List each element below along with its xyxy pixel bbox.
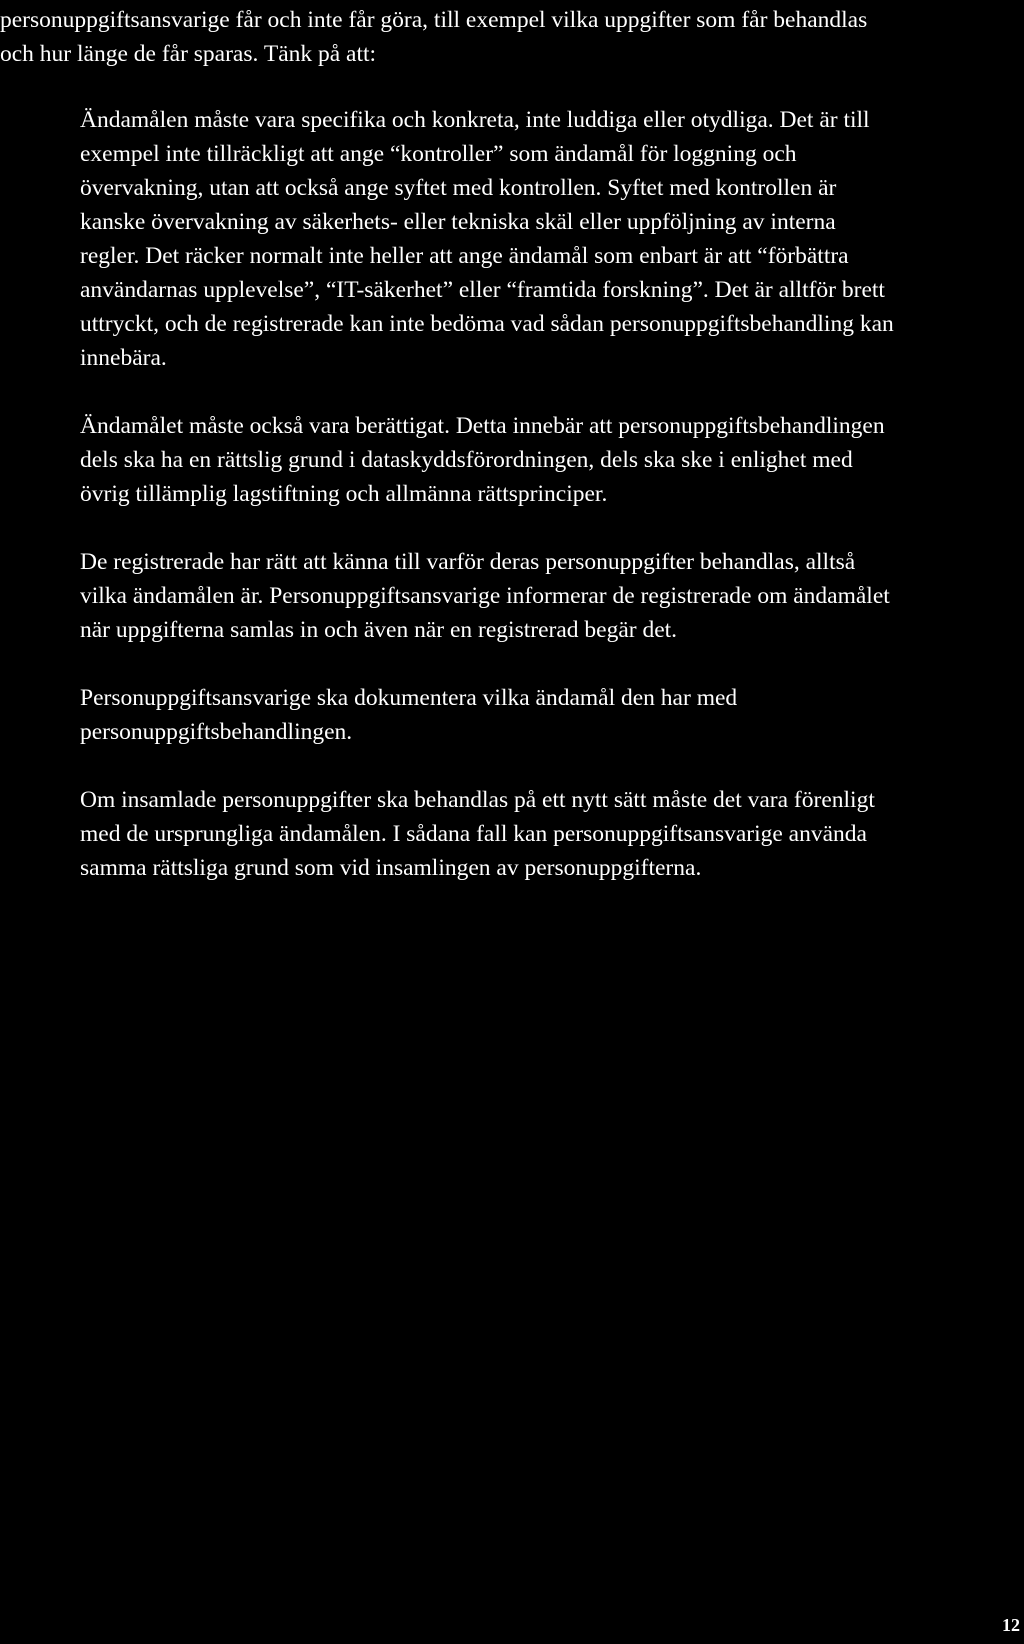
text-line: exempel inte tillräckligt att ange “kontroller” som ändamål för loggning och bbox=[80, 141, 797, 167]
list-items bbox=[80, 103, 1020, 919]
text-line: vilka ändamålen är. Personuppgiftsansvarige informerar de registrerade om ändamålet bbox=[80, 583, 890, 609]
page-number: 12 bbox=[1002, 1615, 1020, 1635]
list-item bbox=[80, 783, 1020, 885]
list-item bbox=[80, 409, 1020, 511]
text-line: innebära. bbox=[80, 345, 167, 371]
list-item bbox=[80, 103, 1020, 375]
intro-line: personuppgiftsansvarige får och inte får göra, till exempel vilka uppgifter som får behandlas bbox=[0, 7, 868, 33]
text-line: Personuppgiftsansvarige ska dokumentera vilka ändamål den har med bbox=[80, 685, 738, 711]
text-line: Ändamålen måste vara specifika och konkreta, inte luddiga eller otydliga. Det är till bbox=[80, 107, 870, 133]
text-line: Om insamlade personuppgifter ska behandlas på ett nytt sätt måste det vara förenligt bbox=[80, 787, 875, 813]
text-line: regler. Det räcker normalt inte heller att ange ändamål som enbart är att “förbättra bbox=[80, 243, 849, 269]
list-item bbox=[80, 681, 1020, 749]
text-line: De registrerade har rätt att känna till varför deras personuppgifter behandlas, alltså bbox=[80, 549, 856, 575]
text-line: kanske övervakning av säkerhets- eller tekniska skäl eller uppföljning av interna bbox=[80, 209, 836, 235]
text-line: samma rättsliga grund som vid insamlingen av personuppgifterna. bbox=[80, 855, 702, 881]
text-line: övervakning, utan att också ange syftet med kontrollen. Syftet med kontrollen är bbox=[80, 175, 837, 201]
list-item bbox=[80, 545, 1020, 647]
text-line: när uppgifterna samlas in och även när en registrerad begär det. bbox=[80, 617, 678, 643]
text-line: Ändamålet måste också vara berättigat. Detta innebär att personuppgiftsbehandlingen bbox=[80, 413, 885, 439]
intro-line: och hur länge de får sparas. Tänk på att: bbox=[0, 41, 377, 67]
text-line: med de ursprungliga ändamålen. I sådana fall kan personuppgiftsansvarige använda bbox=[80, 821, 867, 847]
intro-paragraph bbox=[0, 3, 1024, 71]
text-line: personuppgiftsbehandlingen. bbox=[80, 719, 353, 745]
text-line: uttryckt, och de registrerade kan inte bedöma vad sådan personuppgiftsbehandling kan bbox=[80, 311, 894, 337]
text-line: användarnas upplevelse”, “IT-säkerhet” eller “framtida forskning”. Det är alltför brett bbox=[80, 277, 885, 303]
text-line: dels ska ha en rättslig grund i dataskyddsförordningen, dels ska ske i enlighet med bbox=[80, 447, 853, 473]
text-line: övrig tillämplig lagstiftning och allmänna rättsprinciper. bbox=[80, 481, 608, 507]
